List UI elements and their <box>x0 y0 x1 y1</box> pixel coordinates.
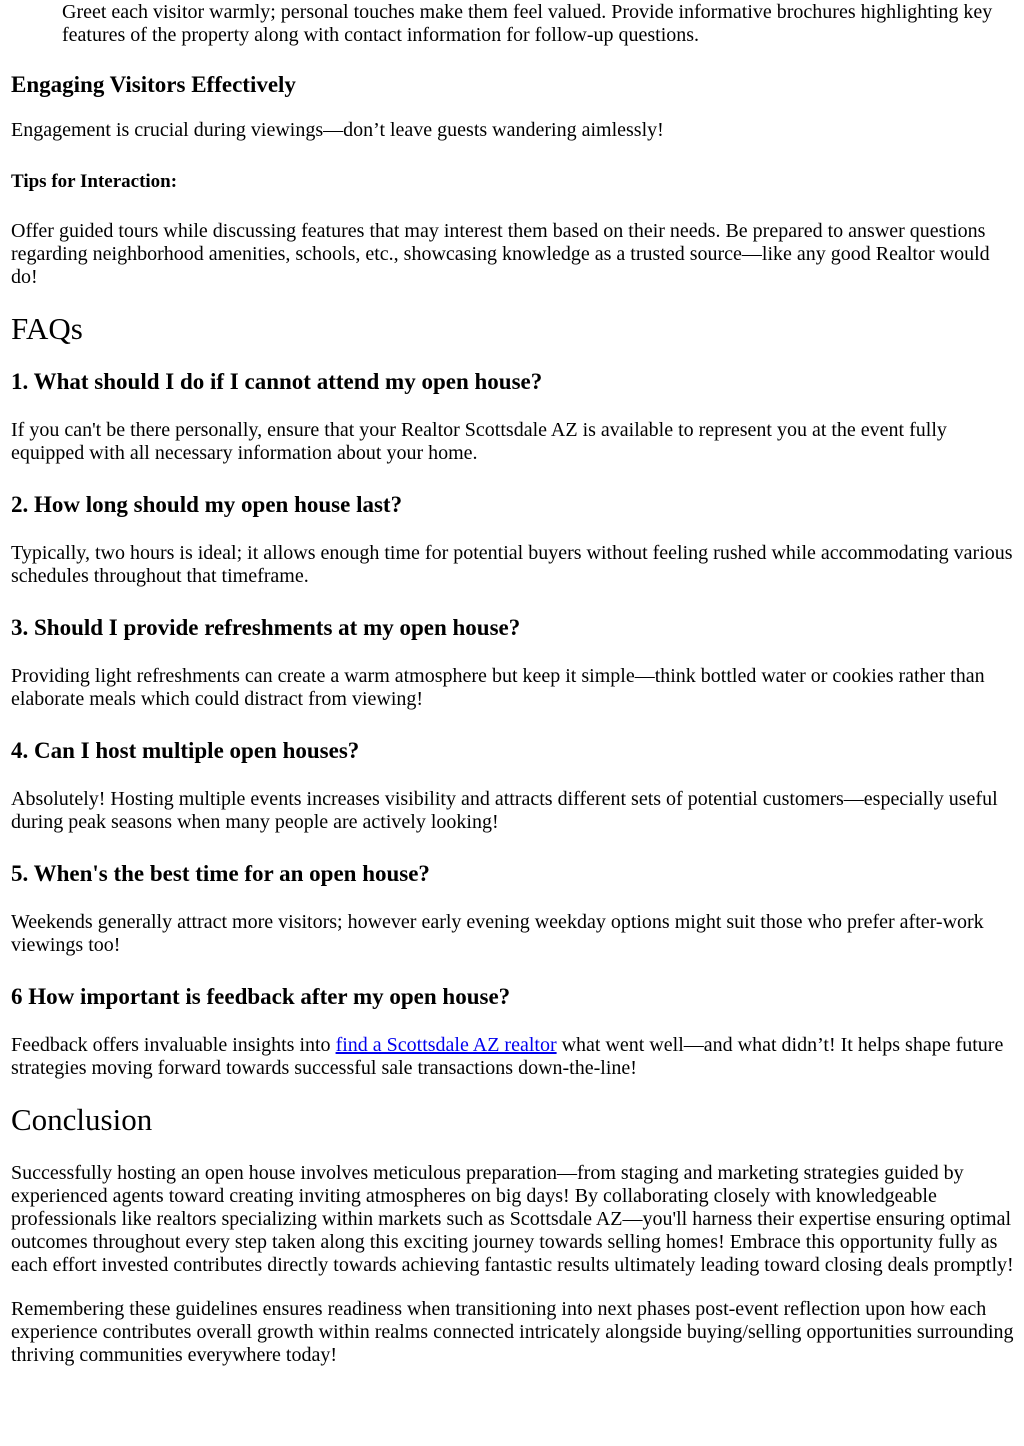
conclusion-paragraph-2: Remembering these guidelines ensures readiness when transitioning into next phases post-event reflection upon how each experience contributes overall growth within realms connected intricately alongside buying/selling opportunities surrounding thriving communities everywhere today! <box>11 1298 1014 1366</box>
faq-question-2: 2. How long should my open house last? <box>11 492 403 517</box>
conclusion-heading: Conclusion <box>11 1102 153 1137</box>
faq-question-1: 1. What should I do if I cannot attend my open house? <box>11 369 543 394</box>
faq-question-3: 3. Should I provide refreshments at my open house? <box>11 615 521 640</box>
conclusion-paragraph-1: Successfully hosting an open house involves meticulous preparation—from staging and marketing strategies guided by experienced agents toward creating inviting atmospheres on big days! By collaborating closely with knowledgeable professionals like realtors specializing within markets such as Scottsdale AZ—you'll harness their expertise ensuring optimal outcomes throughout every step taken along this exciting journey towards selling homes! Embrace this opportunity fully as each effort invested contributes directly towards achieving fantastic results ultimately leading toward closing deals promptly! <box>11 1162 1014 1276</box>
tips-heading: Tips for Interaction: <box>11 171 178 192</box>
scottsdale-realtor-link[interactable]: find a Scottsdale AZ realtor <box>335 1034 557 1056</box>
faq-answer-6 <box>11 1034 1015 1080</box>
faq-answer-1: If you can't be there personally, ensure that your Realtor Scottsdale AZ is available to represent you at the event fully equipped with all necessary information about your home. <box>11 419 947 464</box>
faq-answer-5: Weekends generally attract more visitors; however early evening weekday options might suit those who prefer after-work viewings too! <box>11 911 984 956</box>
faq-answer-6-after: what went well—and what didn’t! It helps shape future strategies moving forward towards successful sale transactions down-the-line! <box>11 1034 1004 1079</box>
faqs-heading: FAQs <box>11 311 83 346</box>
document-page <box>11 0 1015 1367</box>
faq-question-6: 6 How important is feedback after my open house? <box>11 984 511 1009</box>
intro-paragraph: Greet each visitor warmly; personal touches make them feel valued. Provide informative brochures highlighting key features of the property along with contact information for follow-up questions. <box>62 1 993 46</box>
faq-answer-2: Typically, two hours is ideal; it allows enough time for potential buyers without feeling rushed while accommodating various schedules throughout that timeframe. <box>11 542 1013 587</box>
faq-answer-3: Providing light refreshments can create a warm atmosphere but keep it simple—think bottled water or cookies rather than elaborate meals which could distract from viewing! <box>11 665 985 710</box>
engaging-paragraph: Engagement is crucial during viewings—don’t leave guests wandering aimlessly! <box>11 119 664 141</box>
faq-answer-6-before: Feedback offers invaluable insights into <box>11 1034 336 1056</box>
tips-paragraph: Offer guided tours while discussing features that may interest them based on their needs. Be prepared to answer questions regarding neighborhood amenities, schools, etc., showcasing knowledge as a trusted source—like any good Realtor would do! <box>11 220 990 288</box>
faq-question-4: 4. Can I host multiple open houses? <box>11 738 360 763</box>
engaging-heading: Engaging Visitors Effectively <box>11 72 296 97</box>
faq-question-5: 5. When's the best time for an open house? <box>11 861 430 886</box>
faq-answer-4: Absolutely! Hosting multiple events increases visibility and attracts different sets of potential customers—especially useful during peak seasons when many people are actively looking! <box>11 788 998 833</box>
